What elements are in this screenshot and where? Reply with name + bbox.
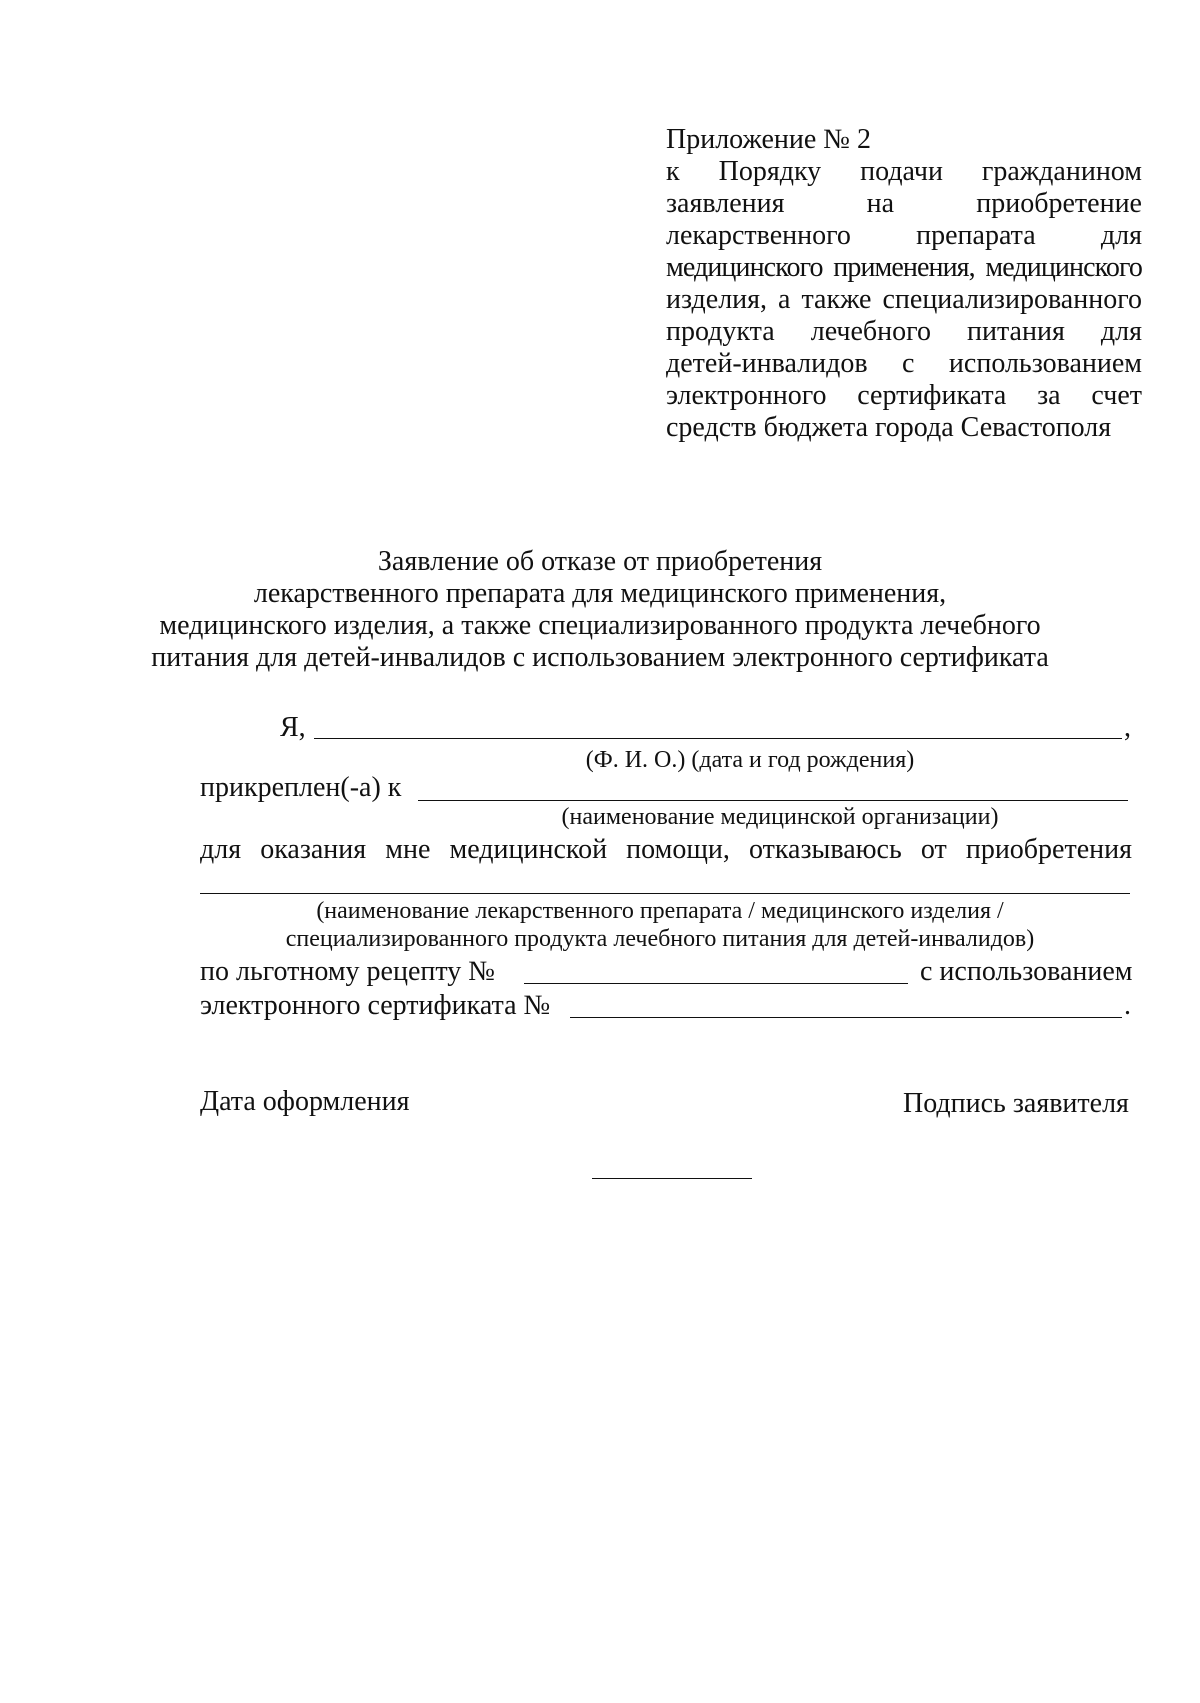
statement-title-line: лекарственного препарата для медицинского применения,: [253, 578, 947, 609]
fio-caption: (Ф. И. О.) (дата и год рождения): [585, 747, 915, 773]
ya-comma: ,: [1124, 712, 1131, 743]
recipe-number-field-line[interactable]: [524, 983, 908, 984]
annex-title: Приложение № 2: [666, 124, 871, 155]
statement-title-line: Заявление об отказе от приобретения: [377, 546, 823, 577]
annex-block: [666, 124, 1142, 444]
medical-help-line: для оказания мне медицинской помощи, отказываюсь от приобретения: [200, 834, 1132, 865]
product-caption-2: специализированного продукта лечебного питания для детей-инвалидов): [285, 926, 1035, 952]
ya-label: Я,: [280, 712, 306, 743]
statement-title: [150, 546, 1050, 674]
product-field-line[interactable]: [200, 893, 1130, 894]
annex-line: лекарственного препарата для: [666, 220, 1142, 251]
certificate-label: электронного сертификата №: [200, 990, 551, 1021]
recipe-label: по льготному рецепту №: [200, 956, 495, 987]
product-caption-1: (наименование лекарственного препарата / медицинского изделия /: [316, 898, 1004, 924]
annex-line: медицинского применения, медицинского: [666, 252, 1142, 283]
annex-line: к Порядку подачи гражданином: [666, 156, 1142, 187]
annex-line: заявления на приобретение: [666, 188, 1142, 219]
organization-caption: (наименование медицинской организации): [561, 804, 999, 830]
annex-line: электронного сертификата за счет: [666, 380, 1142, 411]
certificate-number-field-line[interactable]: [570, 1017, 1122, 1018]
certificate-period: .: [1124, 990, 1131, 1021]
recipe-tail: с использованием: [920, 956, 1133, 987]
closing-separator: [592, 1178, 752, 1179]
annex-line: продукта лечебного питания для: [666, 316, 1142, 347]
organization-field-line[interactable]: [418, 800, 1128, 801]
annex-line: средств бюджета города Севастополя: [666, 412, 1112, 443]
annex-line: изделия, а также специализированного: [666, 284, 1142, 315]
attached-label: прикреплен(-а) к: [200, 772, 402, 803]
statement-title-line: питания для детей-инвалидов с использованием электронного сертификата: [151, 642, 1049, 673]
statement-title-line: медицинского изделия, а также специализированного продукта лечебного: [159, 610, 1041, 641]
fio-field-line[interactable]: [314, 738, 1122, 739]
date-label: Дата оформления: [200, 1086, 410, 1117]
signature-label: Подпись заявителя: [903, 1088, 1129, 1119]
annex-line: детей-инвалидов с использованием: [666, 348, 1142, 379]
